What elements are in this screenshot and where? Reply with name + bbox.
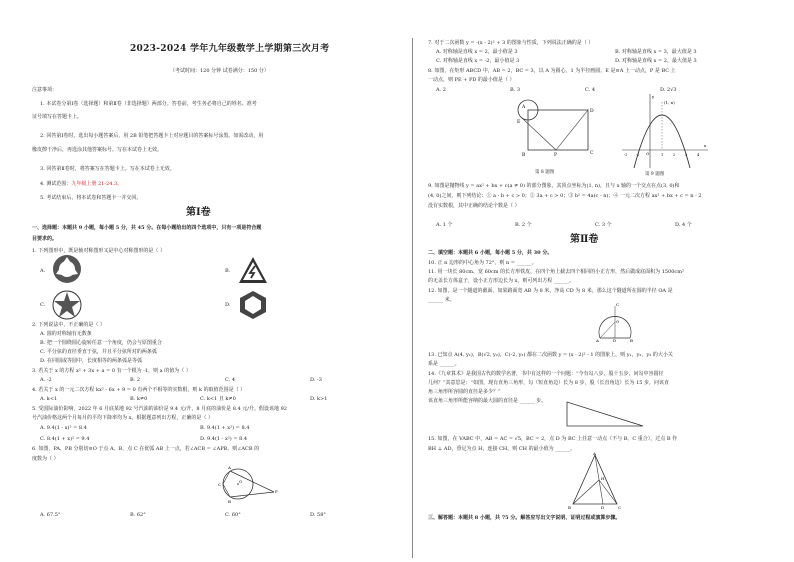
fig9-y-label: y [652,94,655,99]
q1-opt-c: C. [40,302,46,308]
fig6-label-a: A [228,465,231,470]
fig9-tick-3: 3 [685,153,688,157]
fig9-tick-m2: -2 [624,153,628,157]
q1-figure-a [52,254,82,284]
notice-4-prefix: 4. 测试范围： [40,181,72,187]
notice-label: 注意事项： [32,87,58,93]
fig12-label-b: B [630,338,633,342]
q8-opt-a: A. 2 [436,87,446,93]
notice-1a: 1. 本试卷分第Ⅰ卷（选择题）和第Ⅱ卷（非选择题）两部分。答卷前，考生务必将自己的姓名、准考 [40,101,257,107]
fig8-caption: 第 8 题图 [535,170,555,175]
fig14-right-triangle [565,398,645,428]
notice-3: 3. 回答第Ⅱ卷时，将答案写在答题卡上。写在本试卷上无效。 [40,166,175,172]
notice-2b: 橡皮擦干净后，再选涂其他答案标号。写在本试卷上无效。 [32,147,163,153]
choice-intro-a: 一、选择题：本题共 9 小题，每小题 5 分，共 45 分。在每小题给出的四个选项中，只有一项是符合题 [32,225,262,231]
q11-stem-b: 的无盖长方体盒子，设小正方形边长为 x，则可列出方程 ______。 [428,278,575,284]
q1-opt-a: A. [40,268,46,274]
q2-opt-b: B. 把一个圆绕圆心旋转任意一个角度，仍会与原图重合 [40,340,162,346]
fig8-rectangle-circle [508,98,598,158]
fig9-tick-4: 4 [697,153,700,157]
fig9-origin-label: O [646,151,650,156]
choice-intro-b: 目要求的。 [32,236,58,242]
q4-opt-b: B. k≠0 [130,396,148,402]
q3-opt-a: A. -2 [40,377,52,383]
q3-opt-d: D. -3 [310,377,322,383]
q9-opt-d: D. 4 个 [675,222,692,228]
fig6-label-b: B [228,499,231,504]
part2-heading: 第Ⅱ卷 [570,234,599,245]
fig12-label-d: D [613,338,617,342]
q8-stem-a: 8. 如图，在矩形 ABCD 中，AB = 2，BC = 3，以 A 为圆心，1 为半径画圆，E 是⊙A 上一动点，P 是 BC 上 [428,68,676,74]
q8-opt-d: D. 2√3 [660,87,677,93]
q3-stem: 3. 若关于 x 的方程 x² + 3x + a = 0 有一个根为 -1，则 a 的值为（ ） [32,368,191,374]
q6-opt-a: A. 67.5° [40,512,61,518]
q4-opt-c: C. k<1 且 k≠0 [200,396,236,402]
fig9-x-label: x [704,143,707,148]
solve-intro: 三、解答题：本题共 8 小题，共 75 分。解答应写出文字说明、证明过程或演算步骤。 [428,515,621,521]
q5-opt-c: C. 8.4(1 + x)² = 9.4 [40,436,90,442]
fig8-label-b: B [522,153,526,158]
q8-opt-b: B. 3 [510,87,521,93]
q11-stem-a: 11. 用一块长 80cm、宽 60cm 的长方形铁皮，在四个角上截去四个相同的小正方形，然后做成底面积为 1500cm² [428,269,684,275]
q3-opt-b: B. 2 [130,377,141,383]
q9-opt-b: B. 2 个 [515,222,532,228]
q6-stem-a: 6. 如图，PA、PB 分别切⊙O 于点 A、B，点 C 在优弧 AB 上一点，若∠ACB = ∠APB，则∠ACB 的 [32,446,260,452]
q9-stem-b: (4, 0)之间，则下列结论：① a - b + c > 0；② 3a + c > 0；③ b² = 4a(c - n)；④ 一元二次方程 ax² + bx + c = n - 2 [428,193,702,199]
q7-opt-b: B. 对称轴是直线 x = 3，最大值是 3 [615,49,697,55]
q1-stem: 1. 下列图形中，既是轴对称图形又是中心对称图形的是（ ） [32,248,165,254]
fig12-label-o: O [616,319,620,324]
q6-stem-b: 度数为（ ） [32,456,59,462]
q9-stem-a: 9. 如图是抛物线 y = ax² + bx + c(a ≠ 0) 的部分图象，其顶点坐标为(1, n)，且与 x 轴的一个交点在点(3, 0)和 [428,183,680,189]
q1-figure-c [52,290,82,320]
q14-stem-d: 该直角三角形所能容纳的最大圆的直径是 ______ 步。 [428,398,547,404]
q5-opt-d: D. 9.4(1 - x²) = 8.4 [200,436,248,442]
fig12-label-c: C [616,302,620,307]
q7-opt-a: A. 对称轴是直线 x = 2，最小值是 3 [436,49,518,55]
q12-stem-b: ______ 米。 [428,297,455,303]
column-divider [412,38,413,558]
notice-5: 5. 考试结束后，将本试卷和答题卡一并交回。 [40,195,142,201]
fig8-label-e: E [517,120,521,125]
q14-stem-c: 角三角形所容圆的直径是多少？” [428,389,501,395]
q14-stem-b: 几何？”其意思是：“如图，现有直角三角形，勾（短直角边）长为 8 步，股（长直角边）长为 15 步，问该直 [428,380,670,386]
q10-stem: 10. 正 n 边形的中心角为 72°，则 n = ______。 [428,260,537,266]
fig15-triangle [565,452,625,510]
notice-4-range: 九年级上册 21-24.3。 [71,181,123,187]
q2-opt-c: C. 平分弦的直径垂直于弦，并且平分弦所对的两条弧 [40,349,157,355]
q1-figure-d [238,290,268,320]
q4-opt-a: A. k<1 [40,396,58,402]
q5-opt-b: B. 9.4(1 + x²) = 8.4 [200,425,250,431]
q2-opt-a: A. 圆的对称轴有无数条 [40,331,92,337]
q5-opt-a: A. 9.4(1 - x)² = 8.4 [40,425,87,431]
q15-stem-a: 15. 如图，在 VABC 中，AB = AC = √5，BC = 2，点 D 为 BC 上任意一动点（不与 B、C 重合），过点 B 作 [428,436,678,442]
q5-stem-b: 号汽油价格这两个月每月的平均下降率均为 x，根据题意列出方程，正确的是（ ） [32,415,214,421]
fig8-label-c: C [590,151,594,156]
q4-opt-d: D. k>1 [310,396,328,402]
exam-info: （考试时间：120 分钟 试卷满分：150 分） [170,68,269,74]
fig15-label-d: D [601,505,605,510]
fig15-label-b: B [568,505,571,510]
notice-2a: 2. 回答第Ⅰ卷时，选出每小题答案后，用 2B 铅笔把答题卡上对应题目的答案标号涂黑。如需改动，用 [40,133,264,139]
fig12-label-a: A [596,338,599,342]
fig8-label-p: P [554,153,558,158]
fig15-label-c: C [618,505,622,510]
fig8-label-d: D [590,109,594,114]
q6-opt-d: D. 58° [310,512,326,518]
q8-opt-c: C. 4 [585,87,596,93]
notice-4 [40,181,122,187]
fig9-caption: 第 9 题图 [645,172,665,177]
fill-intro: 二、填空题：本题共 6 小题，每小题 5 分，共 30 分。 [428,250,553,256]
q13-stem-a: 13. 已知点 A(4, y₁)，B(√2, y₂)，C(-2, y₃) 都在二次函数 y = (x - 2)² - 1 的图象上，则 y₁，y₂，y₃ 的大小关 [428,352,673,358]
fig6-label-c: C [218,482,222,487]
fig8-label-a: A [522,105,526,110]
q3-opt-c: C. 4 [225,377,236,383]
fig6-label-p: P [275,489,278,494]
q6-opt-b: B. 62° [130,512,146,518]
q15-stem-b: BH ⊥ AD，垂足为点 H，连接 CH，则 CH 的最小值为 ______。 [428,446,576,452]
q7-opt-c: C. 对称轴是直线 x = -2，最小值是 3 [436,58,520,64]
fig15-label-a: A [593,452,596,456]
q7-stem: 7. 对于二次函数 y = -(x - 2)² + 3 的图象与性质，下列说法正确的是（ ） [428,40,594,46]
q2-stem: 2. 下列说法中，不正确的是（ ） [32,322,105,328]
fig15-label-h: H [601,476,605,481]
q2-opt-d: D. 在同圆或等圆中，长度相等的两条弧是等弧 [40,358,143,364]
q1-opt-b: B. [225,268,231,274]
fig9-parabola [620,92,710,170]
page-title: 2023-2024 学年九年级数学上学期第三次月考 [130,44,330,54]
fig12-tunnel [595,302,635,342]
q8-stem-b: 一动点，则 PE + PD 的最小值是（ ） [428,77,515,83]
q7-opt-d: D. 对称轴是直线 x = 2，最大值是 3 [615,58,697,64]
fig6-label-o: O [239,479,243,484]
q9-opt-a: A. 1 个 [436,222,453,228]
q6-opt-c: C. 60° [225,512,241,518]
fig9-tick-1: 1 [661,153,664,157]
fig9-tick-m1: -1 [636,153,640,157]
q9-stem-c: 没有实数根，其中正确的结论个数是（ ） [428,203,520,209]
notice-1b: 证号填写在答题卡上。 [32,114,83,120]
q1-opt-d: D. [225,302,231,308]
q13-stem-b: 系是 ______。 [428,361,460,367]
q1-figure-b [238,256,268,284]
q4-stem: 4. 若关于 x 的一元二次方程 kx² - 6x + 9 = 0 有两个不相等的实数根，则 k 的取值范围是（ ） [32,387,246,393]
q14-stem-a: 14.《九章算术》是我国古代的数学名著，书中有这样的一个问题：“今有勾八步，股十五步，问勾中容圆径 [428,371,664,377]
fig9-vertex-label: (1, n) [664,100,675,105]
q9-opt-c: C. 3 个 [595,222,612,228]
q5-stem-a: 5. 受国际油价影响，2022 年 6 月底某地 92 号汽油的油价是 9.4 元/升，8 月底的油价是 8.4 元/升。假设该地 92 [32,406,287,412]
part1-heading: 第Ⅰ卷 [186,207,211,218]
q6-figure [210,462,280,506]
q12-stem-a: 12. 如图，是一个隧道的截面，如果路面宽 AB 为 8 米，净高 CD 为 8 米，那么这个隧道所在圆的半径 OA 是 [428,288,673,294]
fig9-tick-2: 2 [673,153,676,157]
